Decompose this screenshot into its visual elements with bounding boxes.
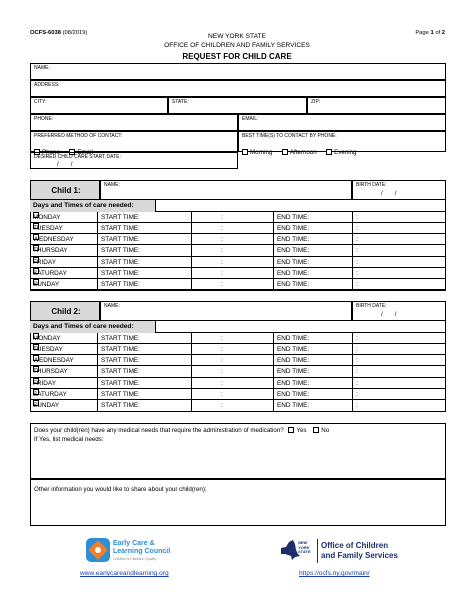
address-label: ADDRESS: — [34, 82, 60, 88]
end-time-input[interactable] — [353, 400, 446, 411]
child-birth-label: BIRTH DATE: — [356, 182, 387, 188]
end-time-input[interactable] — [353, 223, 446, 234]
days-header-row — [30, 321, 446, 333]
start-date-slashes: / / — [57, 161, 73, 168]
start-time-input[interactable] — [192, 344, 274, 355]
medical-question: Does your child(ren) have any medical needs that require the administration of medication? — [34, 427, 284, 434]
start-time-label: START TIME: — [101, 247, 140, 255]
start-time-colon: : — [221, 368, 223, 376]
end-time-colon: : — [356, 224, 358, 232]
start-time-label: START TIME: — [101, 379, 140, 387]
morning-option-label: Morning — [250, 149, 273, 156]
day-row — [30, 279, 446, 290]
days-header-cell — [30, 200, 156, 212]
days-header: Days and Times of care needed: — [33, 323, 134, 330]
start-time-colon: : — [221, 213, 223, 221]
end-time-label: END TIME: — [277, 236, 310, 244]
day-row — [30, 234, 446, 245]
start-time-colon: : — [221, 247, 223, 255]
best-time-afternoon-option[interactable] — [282, 149, 317, 156]
preferred-contact-field — [30, 131, 238, 156]
medical-yes-label: Yes — [296, 427, 307, 434]
end-time-input[interactable] — [353, 355, 446, 366]
start-time-input[interactable] — [192, 355, 274, 366]
start-time-colon: : — [221, 379, 223, 387]
end-time-label: END TIME: — [277, 391, 310, 398]
ecl-tagline: Children & Families, Quality — [113, 557, 157, 561]
start-time-label: START TIME: — [101, 357, 140, 365]
afternoon-checkbox[interactable] — [282, 149, 288, 155]
evening-checkbox[interactable] — [326, 149, 332, 155]
child-birth-label: BIRTH DATE: — [356, 303, 387, 309]
days-header: Days and Times of care needed: — [33, 202, 134, 209]
child-title: Child 2: — [51, 307, 81, 316]
start-time-colon: : — [221, 281, 223, 289]
ocfs-name — [321, 541, 398, 561]
end-time-label: END TIME: — [277, 281, 310, 289]
child-birth-date-field[interactable] — [352, 301, 446, 321]
end-time-colon: : — [356, 379, 358, 387]
end-time-colon: : — [356, 258, 358, 266]
day-label: FRIDAY — [33, 258, 56, 266]
best-time-evening-option[interactable] — [326, 149, 356, 156]
child-1-section — [30, 180, 446, 290]
best-time-morning-option[interactable] — [242, 149, 272, 156]
child-name-field[interactable] — [100, 180, 352, 200]
start-time-input[interactable] — [192, 223, 274, 234]
start-time-input[interactable] — [192, 245, 274, 256]
day-label: TUESDAY — [33, 224, 63, 232]
child-title-cell — [30, 301, 100, 321]
day-row — [30, 355, 446, 366]
end-time-colon: : — [356, 213, 358, 221]
day-row — [30, 245, 446, 256]
start-time-colon: : — [221, 334, 223, 342]
email-field[interactable] — [238, 114, 446, 131]
end-time-colon: : — [356, 402, 358, 410]
end-time-input[interactable] — [353, 366, 446, 377]
ny-line2: YORK — [298, 544, 310, 550]
preferred-contact-label: PREFERRED METHOD OF CONTACT: — [34, 133, 123, 139]
end-time-input[interactable] — [353, 234, 446, 245]
end-time-colon: : — [356, 334, 358, 342]
start-time-colon: : — [221, 345, 223, 353]
ocfs-name-line2: and Family Services — [321, 551, 398, 560]
child-title-cell — [30, 180, 100, 200]
end-time-label: END TIME: — [277, 334, 310, 342]
day-row — [30, 389, 446, 400]
end-time-input[interactable] — [353, 333, 446, 344]
agency-state: NEW YORK STATE — [208, 33, 266, 40]
day-label: WEDNESDAY — [33, 236, 74, 244]
end-time-colon: : — [356, 281, 358, 289]
start-time-input[interactable] — [192, 378, 274, 389]
end-time-input[interactable] — [353, 344, 446, 355]
start-time-label: START TIME: — [101, 236, 140, 244]
email-option-label: Email — [77, 149, 93, 156]
medical-question-line — [34, 427, 329, 434]
form-number: OCFS-6038 — [30, 30, 61, 36]
child-name-field[interactable] — [100, 301, 352, 321]
ecl-name-line1: Early Care & — [113, 540, 155, 547]
other-info-label: Other information you would like to share about your child(ren): — [34, 486, 207, 493]
zip-field[interactable] — [307, 97, 446, 114]
day-row — [30, 344, 446, 355]
end-time-input[interactable] — [353, 389, 446, 400]
medical-yes-checkbox[interactable] — [288, 427, 294, 433]
day-row — [30, 400, 446, 411]
afternoon-option-label: Afternoon — [289, 149, 317, 156]
day-row — [30, 366, 446, 377]
start-time-input[interactable] — [192, 279, 274, 290]
day-label: THURSDAY — [33, 368, 68, 376]
start-time-label: START TIME: — [101, 402, 140, 410]
start-time-label: START TIME: — [101, 258, 140, 266]
zip-label: ZIP: — [311, 99, 321, 105]
birth-date-slashes: / / — [381, 311, 397, 318]
end-time-input[interactable] — [353, 268, 446, 279]
end-time-input[interactable] — [353, 257, 446, 268]
address-field[interactable] — [30, 80, 446, 97]
day-row — [30, 257, 446, 268]
days-header-row — [30, 200, 446, 212]
phone-label: PHONE: — [34, 116, 54, 122]
start-time-label: START TIME: — [101, 224, 140, 232]
start-time-colon: : — [221, 258, 223, 266]
child-name-label: NAME: — [104, 182, 120, 188]
end-time-input[interactable] — [353, 245, 446, 256]
name-label: NAME: — [34, 65, 50, 71]
page-current: 1 — [430, 30, 434, 36]
medical-if-yes: If Yes, list medical needs: — [34, 436, 104, 443]
start-time-colon: : — [221, 236, 223, 244]
start-time-label: START TIME: — [101, 270, 140, 277]
start-time-label: START TIME: — [101, 391, 140, 398]
end-time-label: END TIME: — [277, 345, 310, 353]
end-time-label: END TIME: — [277, 357, 310, 365]
start-time-input[interactable] — [192, 234, 274, 245]
best-time-field — [238, 131, 446, 156]
end-time-colon: : — [356, 368, 358, 376]
phone-option-label: Phone — [42, 149, 60, 156]
evening-option-label: Evening — [334, 149, 357, 156]
medical-no-checkbox[interactable] — [313, 427, 319, 433]
page-of: of — [433, 30, 442, 36]
end-time-label: END TIME: — [277, 368, 310, 376]
day-row — [30, 378, 446, 389]
end-time-colon: : — [356, 391, 358, 398]
day-row — [30, 223, 446, 234]
child-name-label: NAME: — [104, 303, 120, 309]
end-time-label: END TIME: — [277, 379, 310, 387]
end-time-label: END TIME: — [277, 258, 310, 266]
phone-field[interactable] — [30, 114, 238, 131]
day-row — [30, 268, 446, 279]
ocfs-website-link[interactable]: https://ocfs.ny.gov/main/ — [299, 570, 370, 577]
ny-line3: STATE — [298, 549, 311, 554]
day-label: MONDAY — [33, 213, 61, 221]
ocfs-name-line1: Office of Children — [321, 541, 389, 550]
day-row — [30, 212, 446, 223]
form-revision-date: (08/2019) — [62, 30, 88, 36]
start-time-input[interactable] — [192, 333, 274, 344]
start-time-colon: : — [221, 357, 223, 365]
day-row — [30, 333, 446, 344]
start-time-input[interactable] — [192, 400, 274, 411]
end-time-colon: : — [356, 357, 358, 365]
day-label: SATURDAY — [33, 270, 67, 277]
ocfs-divider — [317, 539, 318, 563]
city-label: CITY: — [34, 99, 47, 105]
start-time-input[interactable] — [192, 389, 274, 400]
start-time-input[interactable] — [192, 212, 274, 223]
city-field[interactable] — [30, 97, 168, 114]
start-time-input[interactable] — [192, 257, 274, 268]
end-time-label: END TIME: — [277, 224, 310, 232]
end-time-colon: : — [356, 247, 358, 255]
email-label: EMAIL: — [242, 116, 259, 122]
start-time-colon: : — [221, 402, 223, 410]
day-label: THURSDAY — [33, 247, 68, 255]
medical-needs-box[interactable] — [30, 423, 446, 479]
start-time-label: START TIME: — [101, 334, 140, 342]
ny-line1: NEW — [298, 540, 308, 545]
child-2-section — [30, 301, 446, 412]
day-label: WEDNESDAY — [33, 357, 74, 365]
end-time-label: END TIME: — [277, 213, 310, 221]
day-label: TUESDAY — [33, 345, 63, 353]
end-time-label: END TIME: — [277, 247, 310, 255]
start-time-colon: : — [221, 270, 223, 277]
end-time-label: END TIME: — [277, 402, 310, 410]
start-time-label: START TIME: — [101, 213, 140, 221]
child-birth-date-field[interactable] — [352, 180, 446, 200]
start-time-label: START TIME: — [101, 368, 140, 376]
end-time-input[interactable] — [353, 378, 446, 389]
other-info-box[interactable] — [30, 479, 446, 526]
name-field[interactable] — [30, 63, 446, 80]
end-time-input[interactable] — [353, 212, 446, 223]
agency-office: OFFICE OF CHILDREN AND FAMILY SERVICES — [164, 42, 310, 49]
contact-section — [30, 63, 446, 169]
day-label: SUNDAY — [33, 402, 60, 410]
morning-checkbox[interactable] — [242, 149, 248, 155]
start-time-colon: : — [221, 224, 223, 232]
page-label: Page — [415, 30, 431, 36]
day-label: SATURDAY — [33, 391, 67, 398]
best-time-label: BEST TIME(S) TO CONTACT BY PHONE: — [242, 133, 337, 139]
page-title: REQUEST FOR CHILD CARE — [182, 52, 292, 61]
end-time-input[interactable] — [353, 279, 446, 290]
child-title: Child 1: — [51, 186, 81, 195]
ecl-logo-dot — [95, 547, 101, 553]
end-time-colon: : — [356, 236, 358, 244]
page-total: 2 — [441, 30, 445, 36]
medical-no-label: No — [321, 427, 330, 434]
birth-date-slashes: / / — [381, 190, 397, 197]
end-time-label: END TIME: — [277, 270, 310, 277]
start-date-label: DESIRED CHILD CARE START DATE: — [34, 154, 121, 160]
day-label: SUNDAY — [33, 281, 60, 289]
end-time-colon: : — [356, 270, 358, 277]
start-time-label: START TIME: — [101, 345, 140, 353]
state-field[interactable] — [168, 97, 307, 114]
ecl-logo — [86, 538, 110, 562]
day-label: FRIDAY — [33, 379, 56, 387]
state-label: STATE: — [172, 99, 189, 105]
start-time-colon: : — [221, 391, 223, 398]
days-header-cell — [30, 321, 156, 333]
start-date-field[interactable] — [30, 152, 238, 169]
ecl-name — [113, 540, 170, 556]
day-label: MONDAY — [33, 334, 61, 342]
ny-state-wordmark — [298, 541, 311, 555]
start-time-input[interactable] — [192, 366, 274, 377]
ecl-website-link[interactable]: www.earlycareandlearning.org — [80, 570, 169, 577]
end-time-colon: : — [356, 345, 358, 353]
start-time-input[interactable] — [192, 268, 274, 279]
ecl-name-line2: Learning Council — [113, 548, 171, 555]
start-time-label: START TIME: — [101, 281, 140, 289]
